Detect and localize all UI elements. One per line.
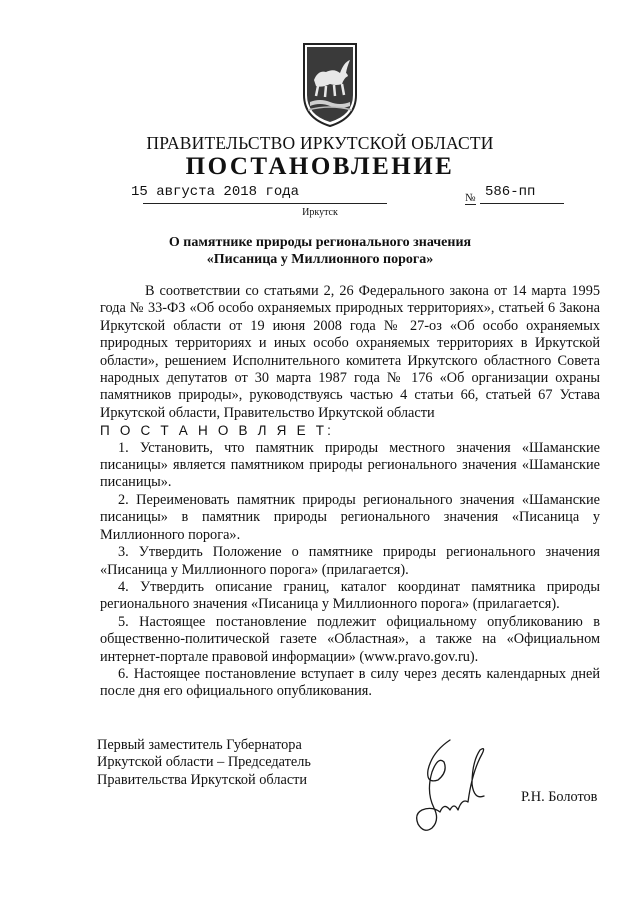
handwritten-signature <box>388 732 498 842</box>
title-line-2: «Писаница у Миллионного порога» <box>206 252 434 267</box>
document-title <box>60 234 580 268</box>
coat-of-arms-icon <box>300 40 360 130</box>
city: Иркутск <box>302 207 338 218</box>
title-line-1: О памятнике природы регионального значения <box>168 235 472 250</box>
signatory-position <box>97 737 311 789</box>
signatory-name: Р.Н. Болотов <box>521 789 598 805</box>
preamble-paragraph: В соответствии со статьями 2, 26 Федерального закона от 14 марта 1995 года № 33-ФЗ «Об особо охраняемых природных территориях», статьей 6 Закона Иркутской области от 19 июня 2008 года № 27-оз «Об особо охраняемых природных территориях и иных особо охраняемых территориях в Иркутской области», решением Исполнительного комитета Иркутского областного Совета народных депутатов от 30 марта 1987 года № 176 «Об организации охраны памятников природы», руководствуясь частью 4 статьи 66, статьей 67 Устава Иркутской области, Правительство Иркутской области <box>100 283 600 421</box>
date-value: 15 августа 2018 года <box>131 184 300 200</box>
position-line-2: Иркутской области – Председатель <box>97 754 311 771</box>
date-underline <box>143 203 387 204</box>
document-type: ПОСТАНОВЛЕНИЕ <box>185 153 455 180</box>
position-line-3: Правительства Иркутской области <box>97 771 308 788</box>
item-3: 3. Утвердить Положение о памятнике природы регионального значения «Писаница у Миллионного порога» (прилагается). <box>100 544 600 578</box>
item-1: 1. Установить, что памятник природы местного значения «Шаманские писаницы» является памятником природы регионального значения «Шаманские писаницы». <box>100 439 600 491</box>
number-sign: № <box>465 192 476 204</box>
position-line-1: Первый заместитель Губернатора <box>97 737 302 753</box>
item-5: 5. Настоящее постановление подлежит официальному опубликованию в общественно-политической газете «Областная», а также на «Официальном интернет-портале правовой информации» (www.pravo.gov.ru). <box>100 613 600 665</box>
item-6: 6. Настоящее постановление вступает в силу через десять календарных дней после дня его официального опубликования. <box>100 665 600 700</box>
document-body <box>100 283 600 701</box>
item-2: 2. Переименовать памятник природы регионального значения «Шаманские писаницы» в памятник природы регионального значения «Писаница у Миллионного порога». <box>100 491 600 543</box>
decree-word: П О С Т А Н О В Л Я Е Т: <box>100 423 335 439</box>
item-4: 4. Утвердить описание границ, каталог координат памятника природы регионального значения «Писаница у Миллионного порога» (прилагается). <box>100 578 600 613</box>
organization-name: ПРАВИТЕЛЬСТВО ИРКУТСКОЙ ОБЛАСТИ <box>146 133 494 153</box>
document-date <box>131 184 299 200</box>
document-number: 586-пп <box>485 184 536 200</box>
number-underline <box>480 203 564 204</box>
